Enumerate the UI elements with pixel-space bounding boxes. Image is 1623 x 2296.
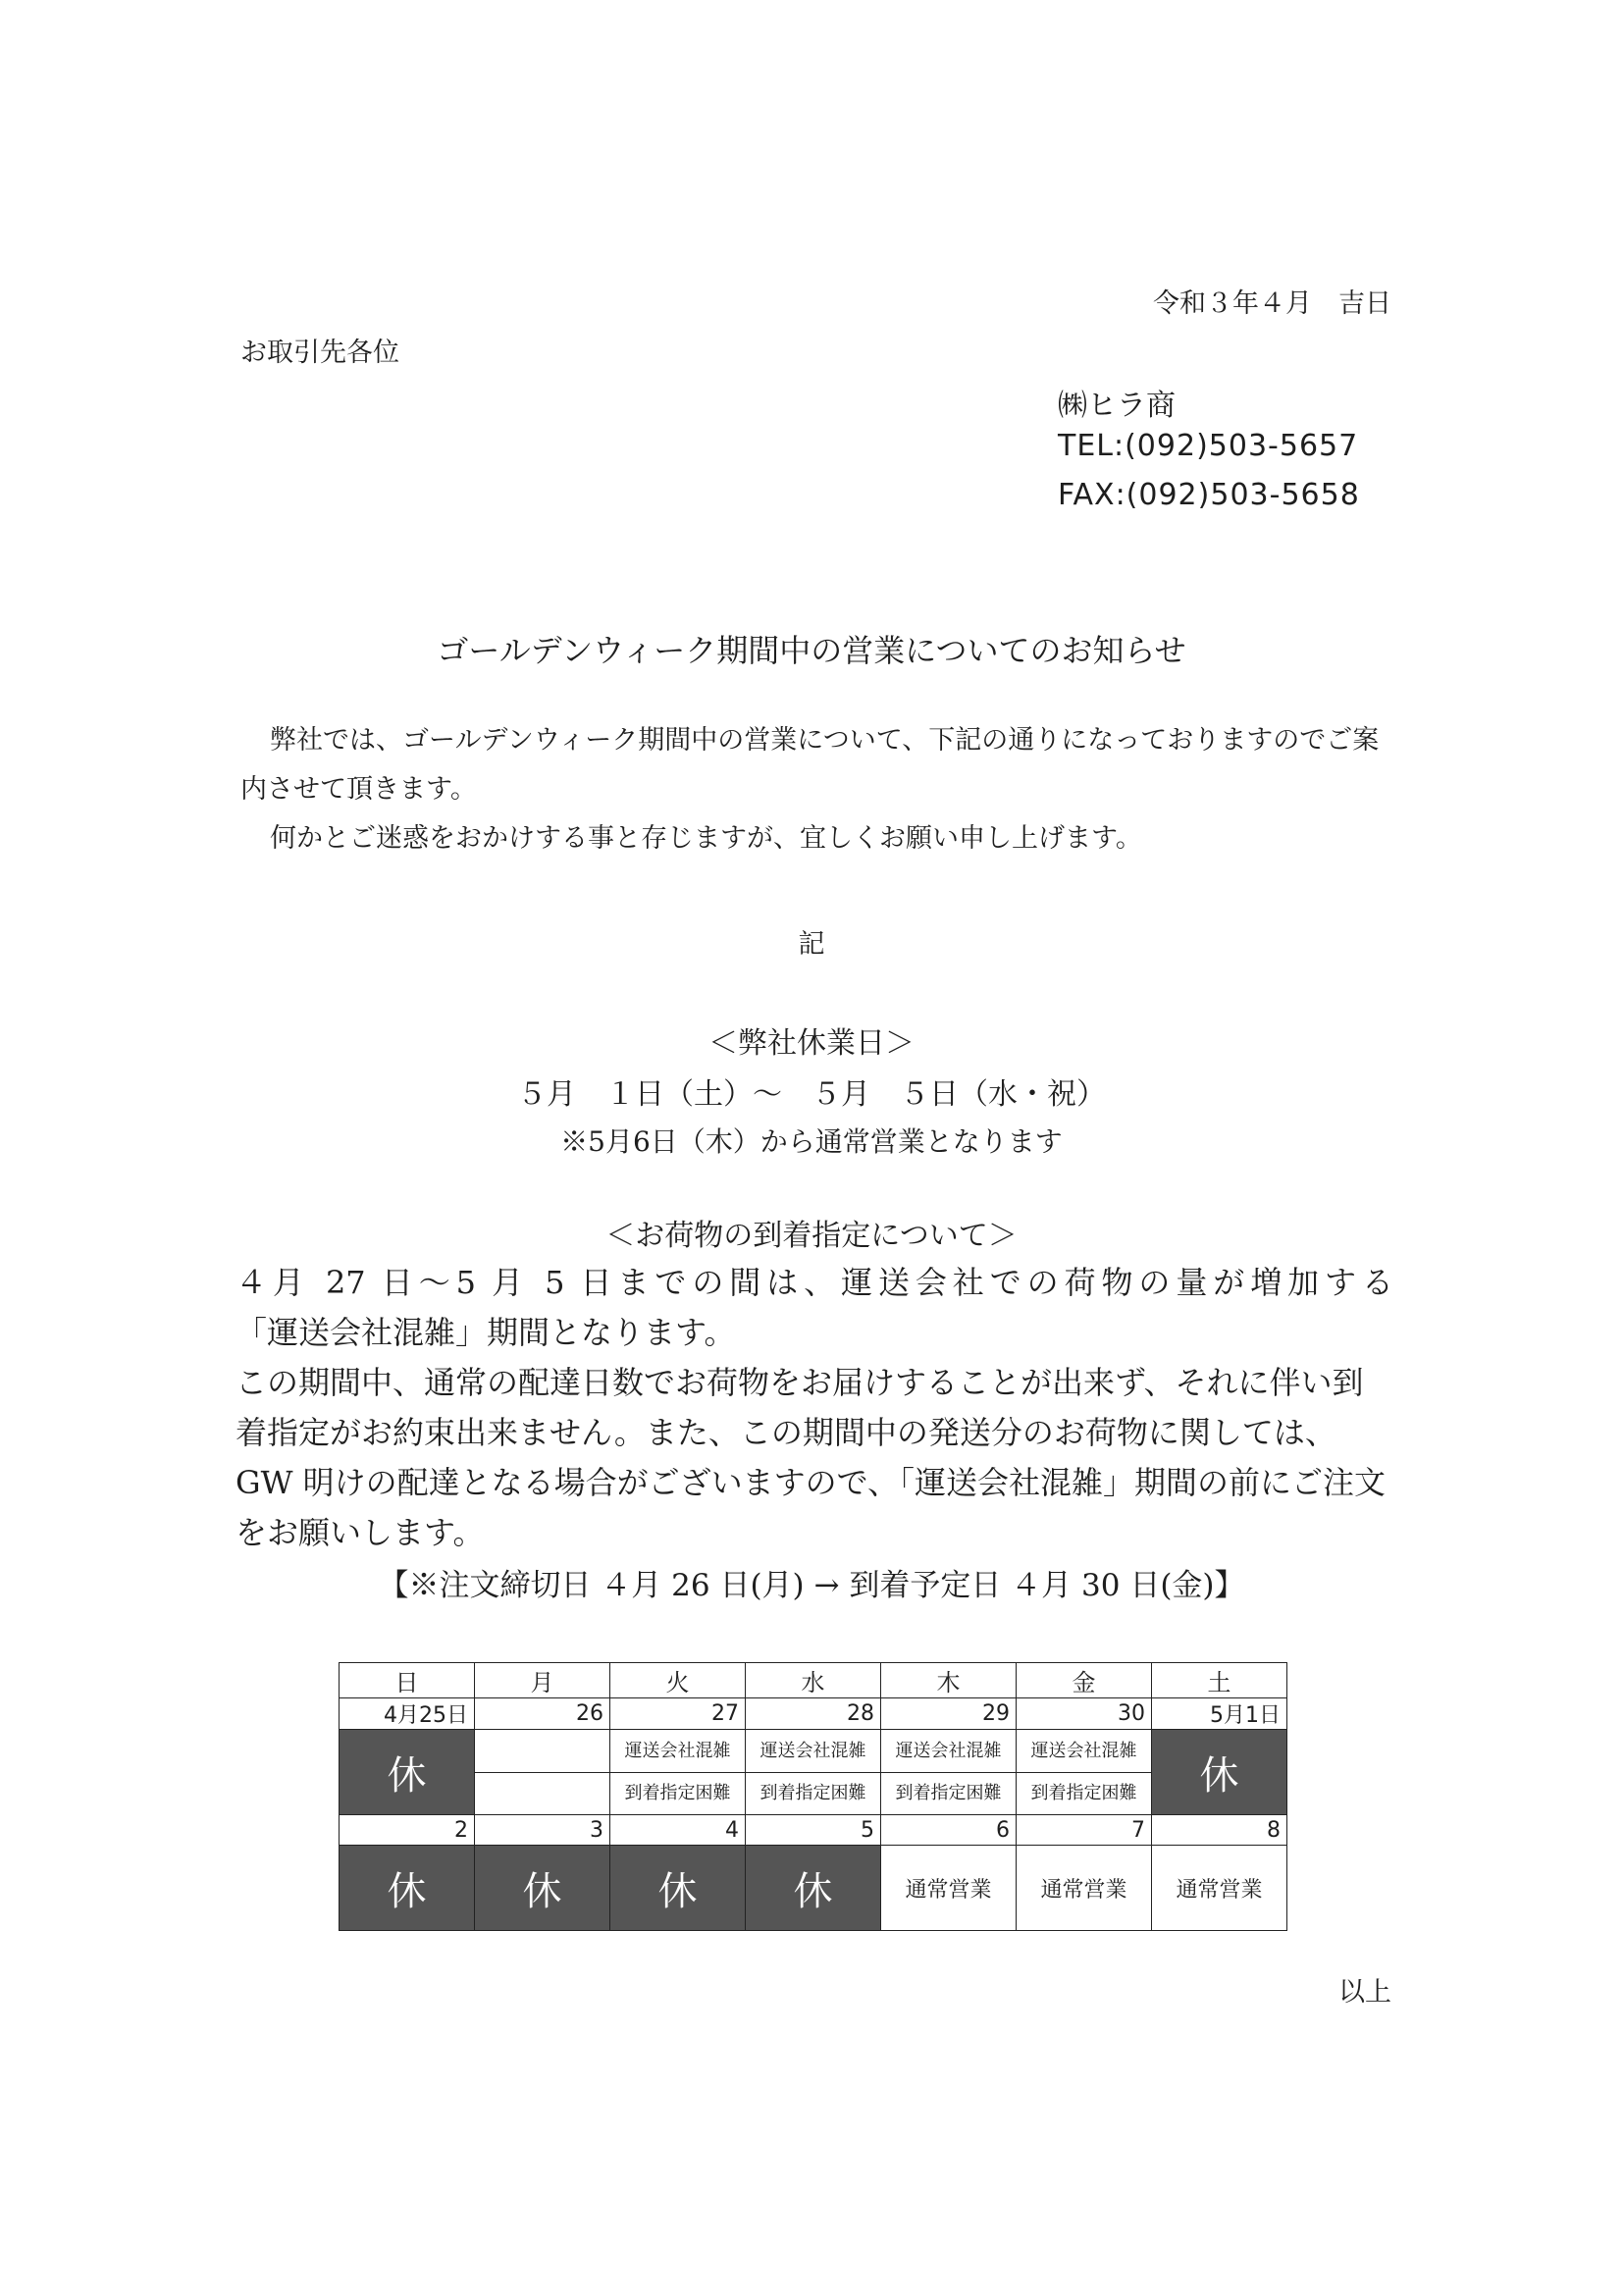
busy-day-cell <box>1017 1730 1152 1815</box>
gw-calendar <box>339 1662 1287 1931</box>
busy-label: 運送会社混雑 <box>1030 1740 1137 1761</box>
closed-day-cell: 休 <box>746 1846 881 1931</box>
closed-day-cell: 休 <box>610 1846 746 1931</box>
weekday-fri: 金 <box>1017 1663 1152 1698</box>
day-number: 5月1日 <box>1152 1698 1287 1730</box>
day-number: 4 <box>610 1815 746 1846</box>
holiday-heading: ＜弊社休業日＞ <box>708 1026 915 1061</box>
closed-day-cell: 休 <box>340 1846 475 1931</box>
busy-sub-label: 到着指定困難 <box>881 1772 1016 1814</box>
busy-day-cell <box>881 1730 1017 1815</box>
day-number: 29 <box>881 1698 1017 1730</box>
day-number: 2 <box>340 1815 475 1846</box>
weekday-thu: 木 <box>881 1663 1017 1698</box>
calendar-week2-dates <box>340 1815 1287 1846</box>
busy-day-cell <box>746 1730 881 1815</box>
day-number: 4月25日 <box>340 1698 475 1730</box>
day-number: 26 <box>475 1698 610 1730</box>
document-date: 令和３年４月 吉日 <box>1153 288 1391 319</box>
day-number: 5 <box>746 1815 881 1846</box>
closed-day-cell: 休 <box>475 1846 610 1931</box>
weekday-mon: 月 <box>475 1663 610 1698</box>
intro-paragraph-1: 弊社では、ゴールデンウィーク期間中の営業について、下記の通りになっておりますのでご案内させて頂きます。 <box>240 725 1380 805</box>
holiday-range: ５月 １日（土）～ ５月 ５日（水・祝） <box>517 1077 1106 1112</box>
open-day-cell: 通常営業 <box>1152 1846 1287 1931</box>
sender-tel: TEL:(092)503-5657 <box>1058 429 1359 463</box>
sender-company: ㈱ヒラ商 <box>1058 389 1176 423</box>
closed-day-cell: 休 <box>1152 1730 1287 1815</box>
open-day-cell: 通常営業 <box>881 1846 1017 1931</box>
day-number: 6 <box>881 1815 1017 1846</box>
weekday-sun: 日 <box>340 1663 475 1698</box>
calendar-week1-status <box>340 1730 1287 1815</box>
delivery-line-2: 「運送会社混雑」期間となります。 <box>236 1314 736 1351</box>
busy-sub-label: 到着指定困難 <box>746 1772 880 1814</box>
sender-fax: FAX:(092)503-5658 <box>1058 478 1360 512</box>
busy-label: 運送会社混雑 <box>624 1740 731 1761</box>
calendar-weekday-row <box>340 1663 1287 1698</box>
weekday-sat: 土 <box>1152 1663 1287 1698</box>
delivery-line-3: この期間中、通常の配達日数でお荷物をお届けすることが出来ず、それに伴い到着指定がお約束出来ません。また、この期間中の発送分のお荷物に関しては、GW 明けの配達となる場合がございますので、「運送会社混雑」期間の前にご注文をお願いします。 <box>236 1364 1386 1551</box>
delivery-heading: ＜お荷物の到着指定について＞ <box>605 1219 1018 1253</box>
day-number: 8 <box>1152 1815 1287 1846</box>
closing-ijou: 以上 <box>1338 1977 1391 2008</box>
delivery-line-1: ４月 27 日～5 月 5 日までの間は、運送会社での荷物の量が増加する <box>236 1264 1393 1301</box>
day-number: 27 <box>610 1698 746 1730</box>
day-number: 7 <box>1017 1815 1152 1846</box>
empty-day-cell <box>475 1730 610 1815</box>
day-number: 30 <box>1017 1698 1152 1730</box>
order-deadline: 【※注文締切日 ４月 26 日(月) → 到着予定日 ４月 30 日(金)】 <box>378 1568 1245 1603</box>
weekday-wed: 水 <box>746 1663 881 1698</box>
day-number: 3 <box>475 1815 610 1846</box>
weekday-tue: 火 <box>610 1663 746 1698</box>
document-title: ゴールデンウィーク期間中の営業についてのお知らせ <box>437 632 1186 669</box>
day-number: 28 <box>746 1698 881 1730</box>
closed-day-cell: 休 <box>340 1730 475 1815</box>
busy-day-cell <box>610 1730 746 1815</box>
open-day-cell: 通常営業 <box>1017 1846 1152 1931</box>
busy-label: 運送会社混雑 <box>895 1740 1002 1761</box>
addressee: お取引先各位 <box>240 338 399 368</box>
intro-paragraph-2: 何かとご迷惑をおかけする事と存じますが、宜しくお願い申し上げます。 <box>270 823 1142 854</box>
calendar-week2-status <box>340 1846 1287 1931</box>
busy-sub-label: 到着指定困難 <box>610 1772 745 1814</box>
busy-sub-label: 到着指定困難 <box>1017 1772 1151 1814</box>
holiday-note: ※5月6日（木）から通常営業となります <box>560 1125 1063 1158</box>
ki-marker: 記 <box>798 929 825 960</box>
calendar-week1-dates <box>340 1698 1287 1730</box>
busy-label: 運送会社混雑 <box>759 1740 866 1761</box>
